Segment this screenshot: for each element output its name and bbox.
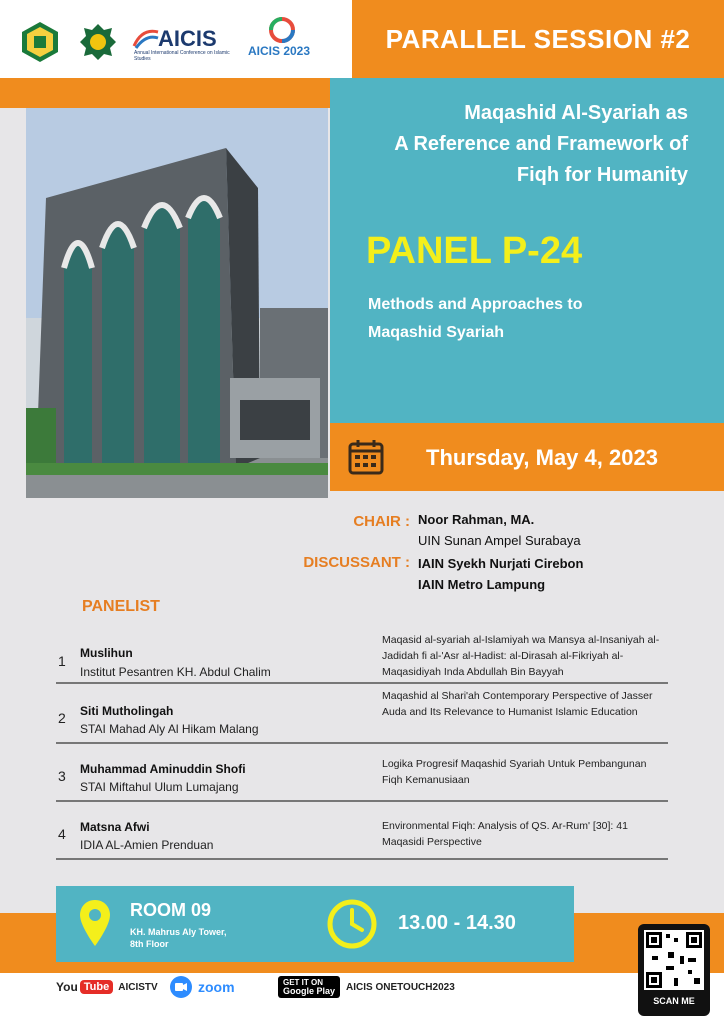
session-info-panel	[330, 78, 724, 423]
panelist-name: Siti Mutholingah	[80, 704, 174, 718]
aicis-logo-tagline: Annual International Conference on Islamic Studies	[134, 50, 230, 62]
zoom-icon	[170, 976, 192, 998]
panelist-number: 2	[58, 710, 66, 726]
chair-name: Noor Rahman, MA.	[418, 512, 535, 527]
youtube-channel[interactable]	[56, 976, 158, 998]
panelist-institution: Institut Pesantren KH. Abdul Chalim	[80, 665, 271, 679]
header-banner	[352, 0, 724, 78]
google-play-badge	[278, 976, 340, 998]
discussant-line-1: IAIN Syekh Nurjati Cirebon	[418, 556, 584, 571]
zoom-camera-icon	[170, 976, 192, 998]
panelist-number: 1	[58, 653, 66, 669]
building-photo	[26, 108, 328, 498]
fan-logo-icon	[78, 22, 118, 62]
panelist-number: 3	[58, 768, 66, 784]
session-theme	[348, 98, 688, 191]
panelist-row-2	[56, 684, 668, 744]
theme-line-1: Maqashid Al-Syariah as	[464, 102, 688, 124]
date-bar	[330, 423, 724, 491]
qr-code-icon	[644, 930, 704, 990]
chair-label: CHAIR :	[353, 513, 410, 530]
google-play-small-text: GET IT ON	[283, 978, 323, 987]
session-date: Thursday, May 4, 2023	[426, 445, 658, 470]
app-name: AICIS ONETOUCH2023	[346, 981, 455, 993]
panelist-name: Muhammad Aminuddin Shofi	[80, 762, 246, 776]
orange-accent-strip	[0, 78, 330, 108]
panelist-paper-title: Logika Progresif Maqashid Syariah Untuk Pembangunan Fiqh Kemanusiaan	[382, 758, 647, 786]
zoom-word: zoom	[198, 979, 235, 995]
youtube-handle: AICISTV	[118, 981, 158, 993]
panel-topic-line-1: Methods and Approaches to	[368, 296, 583, 313]
panel-topic	[368, 291, 688, 347]
youtube-logo-word: You	[56, 980, 78, 994]
room-time-box	[56, 886, 574, 962]
logo-bar	[0, 0, 352, 78]
qr-code[interactable]	[638, 924, 710, 1016]
session-time: 13.00 - 14.30	[398, 912, 516, 934]
room-location-line-2: 8th Floor	[130, 939, 169, 949]
clock-icon	[326, 898, 378, 950]
building-illustration-icon	[26, 108, 328, 498]
room-location-line-1: KH. Mahrus Aly Tower,	[130, 927, 227, 937]
panelist-number: 4	[58, 826, 66, 842]
scan-me-label: SCAN ME	[653, 996, 695, 1006]
google-play-big-text: Google Play	[283, 986, 336, 996]
chair-institution: UIN Sunan Ampel Surabaya	[418, 533, 581, 548]
aicis-2023-logo	[248, 16, 312, 64]
location-pin-icon	[78, 898, 112, 948]
panelist-paper-title: Maqasid al-syariah al-Islamiyah wa Mansya al-Insaniyah al- Jadidah fi al-'Asr al-Hadist: al-Dirasah al-Fikriyah al-Maqasidiyah Inda Abdullah Bin Bayyah	[382, 634, 660, 678]
discussant-line-2: IAIN Metro Lampung	[418, 577, 546, 592]
session-title: PARALLEL SESSION #2	[385, 24, 691, 54]
panel-topic-line-2: Maqashid Syariah	[368, 324, 505, 341]
panelist-row-1	[56, 628, 668, 684]
google-play-app-link[interactable]	[278, 976, 455, 998]
zoom-link[interactable]	[170, 976, 235, 998]
aicis-swoosh-icon	[132, 28, 160, 50]
aicis-2023-ring-icon	[262, 16, 302, 44]
discussant-label: DISCUSSANT :	[303, 554, 410, 571]
panelist-name: Muslihun	[80, 646, 133, 660]
aicis-logo-text: AICIS	[158, 26, 217, 51]
room-number: ROOM 09	[130, 900, 212, 920]
panelist-institution: IDIA AL-Amien Prenduan	[80, 838, 214, 852]
theme-line-3: Fiqh for Humanity	[516, 164, 688, 186]
youtube-logo-box: Tube	[80, 980, 113, 994]
aicis-2023-text: AICIS 2023	[248, 44, 311, 58]
panelist-row-4	[56, 802, 668, 860]
aicis-logo	[130, 26, 230, 60]
calendar-icon	[348, 439, 384, 475]
panelist-institution: STAI Miftahul Ulum Lumajang	[80, 780, 239, 794]
room-location	[130, 926, 260, 950]
panelist-institution: STAI Mahad Aly Al Hikam Malang	[80, 722, 259, 736]
panel-code: PANEL P-24	[366, 230, 583, 272]
panelist-paper-title: Environmental Fiqh: Analysis of QS. Ar-Rum' [30]: 41 Maqasidi Perspective	[382, 820, 628, 848]
panelist-name: Matsna Afwi	[80, 820, 150, 834]
panelist-heading: PANELIST	[82, 598, 160, 615]
kemenag-logo-icon	[18, 20, 62, 64]
panelist-row-3	[56, 744, 668, 802]
panelist-paper-title: Maqashid al Shari'ah Contemporary Perspective of Jasser Auda and Its Relevance to Humanist Islamic Education	[382, 690, 653, 718]
theme-line-2: A Reference and Framework of	[394, 133, 688, 155]
